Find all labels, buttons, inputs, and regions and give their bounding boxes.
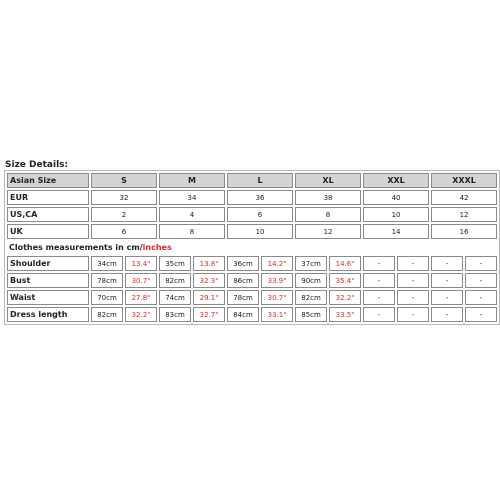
cm-cell: 86cm [227, 273, 259, 288]
row-label: Shoulder [7, 256, 89, 271]
cm-cell: 78cm [227, 290, 259, 305]
empty-cell: - [465, 290, 497, 305]
row-label: Bust [7, 273, 89, 288]
cm-cell: 37cm [295, 256, 327, 271]
cm-cell: 85cm [295, 307, 327, 322]
table-cell: 8 [159, 224, 225, 239]
table-cell: 4 [159, 207, 225, 222]
inch-cell: 27.8" [125, 290, 157, 305]
inch-cell: 13.4" [125, 256, 157, 271]
inch-cell: 35.4" [329, 273, 361, 288]
empty-cell: - [397, 256, 429, 271]
table-cell: 34 [159, 190, 225, 205]
inch-cell: 30.7" [261, 290, 293, 305]
cm-cell: 36cm [227, 256, 259, 271]
cm-cell: 82cm [159, 273, 191, 288]
size-row-usca [7, 207, 497, 222]
table-cell: 8 [295, 207, 361, 222]
page-title: Size Details: [5, 160, 69, 170]
empty-cell: - [431, 290, 463, 305]
cm-cell: 34cm [91, 256, 123, 271]
empty-cell: - [397, 290, 429, 305]
empty-cell: - [431, 307, 463, 322]
table-cell: 14 [363, 224, 429, 239]
cm-cell: 82cm [295, 290, 327, 305]
measurements-section-row [7, 241, 497, 254]
table-cell: 42 [431, 190, 497, 205]
row-label: Dress length [7, 307, 89, 322]
cm-cell: 78cm [91, 273, 123, 288]
empty-cell: - [397, 307, 429, 322]
empty-cell: - [431, 273, 463, 288]
size-chart-table [4, 170, 500, 325]
inch-cell: 33.5" [329, 307, 361, 322]
size-header-xxl: XXL [363, 173, 429, 188]
asian-size-header: Asian Size [7, 173, 89, 188]
cm-cell: 90cm [295, 273, 327, 288]
empty-cell: - [363, 290, 395, 305]
inch-cell: 32.7" [193, 307, 225, 322]
size-header-s: S [91, 173, 157, 188]
inch-cell: 14.2" [261, 256, 293, 271]
table-cell: 10 [227, 224, 293, 239]
row-label: UK [7, 224, 89, 239]
inch-cell: 32.2" [125, 307, 157, 322]
table-header-row [7, 173, 497, 188]
measurement-row-dress-length [7, 307, 497, 322]
size-header-xxxl: XXXL [431, 173, 497, 188]
table-cell: 6 [91, 224, 157, 239]
size-header-l: L [227, 173, 293, 188]
empty-cell: - [465, 273, 497, 288]
row-label: US,CA [7, 207, 89, 222]
inch-cell: 13.8" [193, 256, 225, 271]
size-header-m: M [159, 173, 225, 188]
measurement-row-bust [7, 273, 497, 288]
empty-cell: - [465, 307, 497, 322]
table-cell: 40 [363, 190, 429, 205]
size-row-eur [7, 190, 497, 205]
inch-cell: 32.2" [329, 290, 361, 305]
inch-cell: 33.9" [261, 273, 293, 288]
measurements-heading-inches: inches [142, 243, 172, 252]
measurements-heading-prefix: Clothes measurements in cm/ [9, 243, 143, 252]
table-cell: 2 [91, 207, 157, 222]
table-cell: 6 [227, 207, 293, 222]
cm-cell: 74cm [159, 290, 191, 305]
inch-cell: 14.6" [329, 256, 361, 271]
table-cell: 12 [431, 207, 497, 222]
measurements-heading [7, 241, 497, 254]
table-cell: 10 [363, 207, 429, 222]
row-label: EUR [7, 190, 89, 205]
inch-cell: 33.1" [261, 307, 293, 322]
table-cell: 38 [295, 190, 361, 205]
table-cell: 12 [295, 224, 361, 239]
cm-cell: 35cm [159, 256, 191, 271]
cm-cell: 70cm [91, 290, 123, 305]
cm-cell: 83cm [159, 307, 191, 322]
empty-cell: - [363, 256, 395, 271]
table-cell: 16 [431, 224, 497, 239]
inch-cell: 32.3" [193, 273, 225, 288]
inch-cell: 30.7" [125, 273, 157, 288]
size-row-uk [7, 224, 497, 239]
empty-cell: - [465, 256, 497, 271]
empty-cell: - [363, 307, 395, 322]
table-cell: 36 [227, 190, 293, 205]
empty-cell: - [363, 273, 395, 288]
inch-cell: 29.1" [193, 290, 225, 305]
empty-cell: - [397, 273, 429, 288]
measurement-row-shoulder [7, 256, 497, 271]
cm-cell: 82cm [91, 307, 123, 322]
table-cell: 32 [91, 190, 157, 205]
measurement-row-waist [7, 290, 497, 305]
size-header-xl: XL [295, 173, 361, 188]
cm-cell: 84cm [227, 307, 259, 322]
row-label: Waist [7, 290, 89, 305]
empty-cell: - [431, 256, 463, 271]
